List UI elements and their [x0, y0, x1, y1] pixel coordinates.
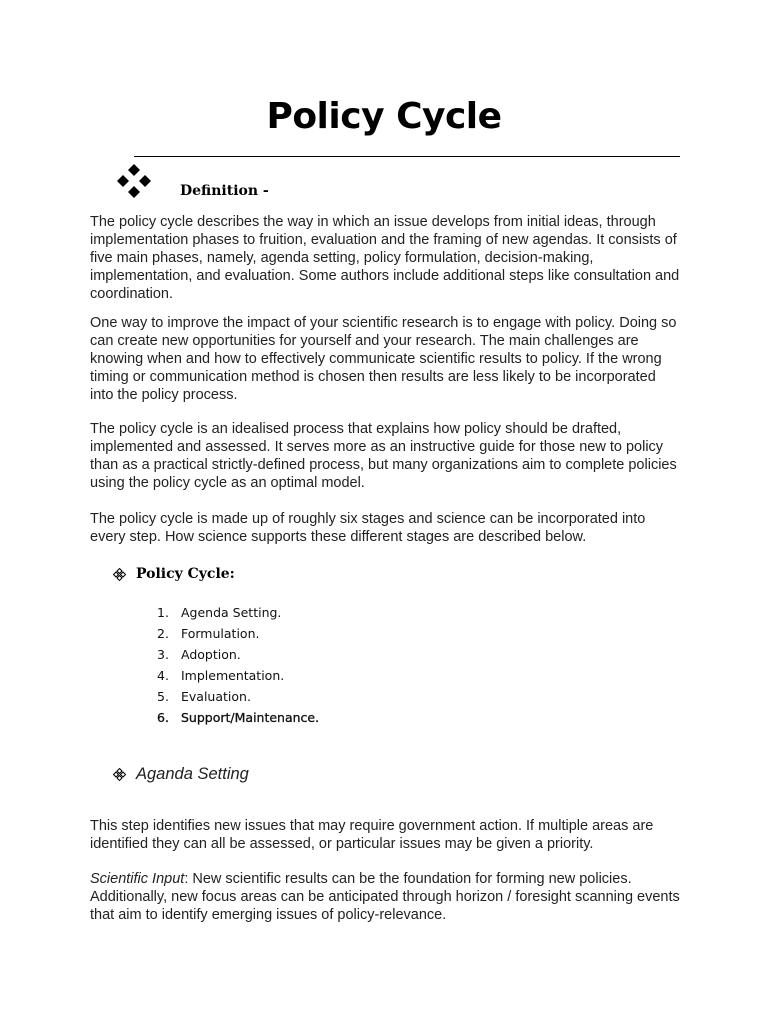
list-item-text: Implementation.: [181, 668, 285, 683]
list-item: [157, 665, 319, 686]
list-item-number: 3.: [157, 647, 169, 662]
list-item-text: Support/Maintenance.: [181, 710, 320, 725]
list-item-number: 2.: [157, 626, 169, 641]
list-item: [157, 644, 319, 665]
policy-cycle-heading: [113, 566, 235, 582]
list-item: [157, 623, 319, 644]
list-item: [157, 686, 319, 707]
four-diamond-bullet-icon: [117, 164, 151, 198]
list-item-number: 5.: [157, 689, 169, 704]
paragraph-agenda-setting: This step identifies new issues that may require government action. If multiple areas are identified they can all be assessed, or particular issues may be given a priority.: [90, 818, 654, 852]
outlined-four-diamond-bullet-icon: [113, 568, 126, 581]
scientific-input-text: : New scientific results can be the foundation for forming new policies. Additionally, new focus areas can be anticipated through horizon / foresight scanning events that aim to identify emerging issues of policy-relevance.: [90, 871, 680, 923]
list-item-text: Agenda Setting.: [181, 605, 282, 620]
paragraph-six-stages: The policy cycle is made up of roughly six stages and science can be incorporated into every step. How science supports these different stages are described below.: [90, 511, 646, 545]
list-item-number: 1.: [157, 605, 169, 620]
list-item-number: 4.: [157, 668, 169, 683]
list-item-text: Evaluation.: [181, 689, 251, 704]
paragraph-impact: One way to improve the impact of your scientific research is to engage with policy. Doing so can create new opportunities for yourself and your research. The main challenges are knowing when and how to effectively communicate scientific results to policy. If the wrong timing or communication method is chosen then results are less likely to be incorporated into the policy process.: [90, 315, 677, 403]
list-item-text: Formulation.: [181, 626, 260, 641]
agenda-setting-heading-label: Aganda Setting: [136, 765, 249, 783]
paragraph-definition: The policy cycle describes the way in which an issue develops from initial ideas, through implementation phases to fruition, evaluation and the framing of new agendas. It consists of five main phases, namely, agenda setting, policy formulation, decision-making, implementation, and evaluation. Some authors include additional steps like consultation and coordination.: [90, 214, 680, 302]
paragraph-idealised-process: The policy cycle is an idealised process that explains how policy should be drafted, implemented and assessed. It serves more as an instructive guide for those new to policy than as a practical strictly-defined process, but many organizations aim to complete policies using the policy cycle as an optimal model.: [90, 421, 677, 491]
agenda-setting-heading: [113, 765, 249, 784]
outlined-four-diamond-bullet-icon: [113, 768, 126, 781]
page-title: Policy Cycle: [266, 96, 502, 137]
policy-cycle-stage-list: [157, 602, 319, 728]
list-item: [157, 602, 319, 623]
list-item: [157, 707, 319, 728]
list-item-number: 6.: [157, 710, 169, 725]
definition-heading: Definition -: [180, 183, 269, 199]
policy-cycle-heading-label: Policy Cycle:: [136, 566, 235, 582]
paragraph-scientific-input: [90, 870, 680, 924]
scientific-input-label: Scientific Input: [90, 871, 185, 887]
list-item-text: Adoption.: [181, 647, 241, 662]
title-underline: [134, 156, 680, 157]
